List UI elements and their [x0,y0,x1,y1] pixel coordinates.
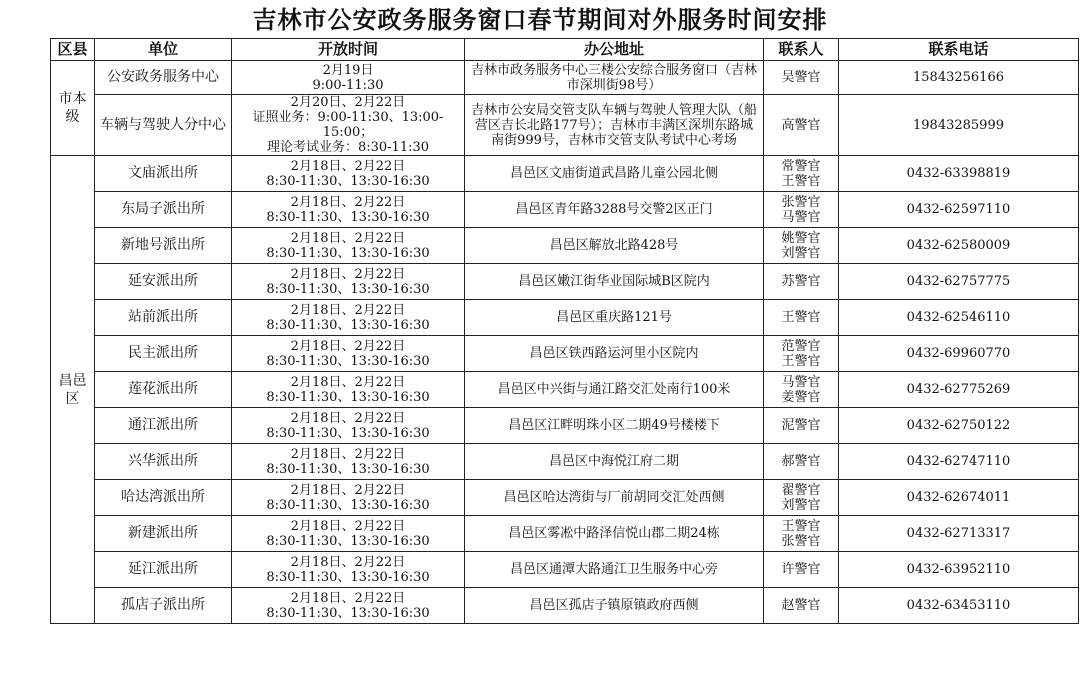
phone-cell: 0432-62775269 [839,372,1079,408]
page-title: 吉林市公安政务服务窗口春节期间对外服务时间安排 [252,6,828,34]
hours-cell [232,61,465,95]
address-cell: 昌邑区嫩江街华业国际城B区院内 [465,264,764,300]
unit-cell: 车辆与驾驶人分中心 [95,95,232,156]
contact-cell [764,516,839,552]
contact-cell [764,588,839,624]
contact-name: 张警官 [781,194,821,210]
table-row [51,192,1079,228]
address-cell: 昌邑区文庙街道武昌路儿童公园北侧 [465,156,764,192]
unit-cell: 莲花派出所 [95,372,232,408]
address-cell: 吉林市公安局交管支队车辆与驾驶人管理大队（船营区吉长北路177号）；吉林市丰满区深圳东路城南街999号，吉林市交管支队考试中心考场 [465,95,764,156]
contact-cell [764,552,839,588]
hours-line: 2月18日、2月22日 [290,158,406,174]
header-unit: 单位 [95,39,232,61]
table-row [51,264,1079,300]
contact-name: 马警官 [781,209,821,225]
unit-cell: 公安政务服务中心 [95,61,232,95]
table-row [51,228,1079,264]
unit-cell: 东局子派出所 [95,192,232,228]
phone-cell: 0432-62713317 [839,516,1079,552]
district-city [51,61,95,156]
contact-name: 刘警官 [781,497,821,513]
address-cell: 昌邑区哈达湾街与厂前胡同交汇处西侧 [465,480,764,516]
contact-cell [764,444,839,480]
hours-line: 8:30-11:30、13:30-16:30 [266,173,430,189]
table-row [51,552,1079,588]
hours-line: 2月18日、2月22日 [290,230,406,246]
hours-cell [232,228,465,264]
unit-cell: 新建派出所 [95,516,232,552]
hours-line: 2月18日、2月22日 [290,446,406,462]
unit-cell: 哈达湾派出所 [95,480,232,516]
contact-name: 郝警官 [781,454,821,469]
contact-cell [764,228,839,264]
phone-cell: 19843285999 [839,95,1079,156]
hours-line: 8:30-11:30、13:30-16:30 [266,497,430,513]
hours-cell [232,588,465,624]
hours-cell [232,444,465,480]
address-cell: 昌邑区孤店子镇原镇政府西侧 [465,588,764,624]
hours-line: 2月18日、2月22日 [290,554,406,570]
address-cell: 昌邑区铁西路运河里小区院内 [465,336,764,372]
hours-line: 2月18日、2月22日 [290,266,406,282]
contact-name: 王警官 [781,173,821,189]
hours-line: 2月18日、2月22日 [290,410,406,426]
hours-line: 8:30-11:30、13:30-16:30 [266,245,430,261]
address-cell: 昌邑区中海悦江府二期 [465,444,764,480]
address-cell: 昌邑区江畔明珠小区二期49号楼楼下 [465,408,764,444]
contact-name: 翟警官 [781,482,821,498]
header-hours: 开放时间 [232,39,465,61]
hours-line: 8:30-11:30、13:30-16:30 [266,353,430,369]
contact-name: 姜警官 [781,389,821,405]
hours-line: 证照业务：9:00-11:30、13:00-15:00； [252,110,444,140]
table-row [51,588,1079,624]
hours-line: 9:00-11:30 [312,77,384,93]
contact-cell [764,264,839,300]
hours-cell [232,192,465,228]
hours-cell [232,516,465,552]
contact-cell [764,300,839,336]
contact-name: 王警官 [781,353,821,369]
phone-cell: 0432-62757775 [839,264,1079,300]
unit-cell: 文庙派出所 [95,156,232,192]
contact-name: 赵警官 [781,598,821,613]
hours-line: 2月18日、2月22日 [290,590,406,606]
table-row [51,61,1079,95]
unit-cell: 延安派出所 [95,264,232,300]
contact-cell [764,480,839,516]
unit-cell: 通江派出所 [95,408,232,444]
hours-cell [232,264,465,300]
phone-cell: 0432-62747110 [839,444,1079,480]
table-row [51,156,1079,192]
phone-cell: 0432-63398819 [839,156,1079,192]
contact-cell [764,336,839,372]
table-row [51,444,1079,480]
header-phone: 联系电话 [839,39,1079,61]
unit-cell: 延江派出所 [95,552,232,588]
table-row [51,336,1079,372]
hours-line: 理论考试业务：8:30-11:30 [266,140,430,155]
hours-line: 8:30-11:30、13:30-16:30 [266,389,430,405]
hours-line: 8:30-11:30、13:30-16:30 [266,317,430,333]
hours-line: 2月18日、2月22日 [290,482,406,498]
hours-line: 8:30-11:30、13:30-16:30 [266,425,430,441]
hours-cell [232,95,465,156]
phone-cell: 0432-63453110 [839,588,1079,624]
address-cell: 吉林市政务服务中心三楼公安综合服务窗口（吉林市深圳街98号） [465,61,764,95]
hours-line: 8:30-11:30、13:30-16:30 [266,209,430,225]
contact-name: 常警官 [781,158,821,174]
address-cell: 昌邑区青年路3288号交警2区正门 [465,192,764,228]
phone-cell: 0432-62674011 [839,480,1079,516]
hours-cell [232,336,465,372]
contact-name: 泥警官 [781,418,821,433]
phone-cell: 0432-62597110 [839,192,1079,228]
hours-line: 2月19日 [322,62,374,78]
hours-cell [232,300,465,336]
contact-cell [764,372,839,408]
address-cell: 昌邑区重庆路121号 [465,300,764,336]
hours-line: 8:30-11:30、13:30-16:30 [266,569,430,585]
hours-cell [232,372,465,408]
hours-line: 2月18日、2月22日 [290,374,406,390]
hours-line: 8:30-11:30、13:30-16:30 [266,533,430,549]
district-label: 昌邑区 [58,372,87,407]
hours-line: 8:30-11:30、13:30-16:30 [266,605,430,621]
phone-cell: 0432-62580009 [839,228,1079,264]
contact-name: 吴警官 [781,70,821,85]
table-row [51,372,1079,408]
hours-line: 8:30-11:30、13:30-16:30 [266,461,430,477]
contact-name: 张警官 [781,533,821,549]
table-row [51,516,1079,552]
phone-cell: 0432-62546110 [839,300,1079,336]
header-contact: 联系人 [764,39,839,61]
contact-name: 王警官 [781,518,821,534]
hours-line: 2月18日、2月22日 [290,302,406,318]
unit-cell: 新地号派出所 [95,228,232,264]
hours-cell [232,156,465,192]
table-row [51,95,1079,156]
contact-cell [764,192,839,228]
unit-cell: 孤店子派出所 [95,588,232,624]
contact-name: 高警官 [781,117,821,133]
hours-cell [232,408,465,444]
table-row [51,300,1079,336]
phone-cell: 0432-69960770 [839,336,1079,372]
hours-line: 2月18日、2月22日 [290,194,406,210]
address-cell: 昌邑区解放北路428号 [465,228,764,264]
contact-name: 王警官 [781,310,821,325]
header-district: 区县 [51,39,95,61]
contact-cell [764,408,839,444]
unit-cell: 站前派出所 [95,300,232,336]
address-cell: 昌邑区中兴街与通江路交汇处南行100米 [465,372,764,408]
hours-line: 2月18日、2月22日 [290,338,406,354]
phone-cell: 0432-62750122 [839,408,1079,444]
hours-cell [232,480,465,516]
contact-name: 马警官 [781,374,821,390]
phone-cell: 0432-63952110 [839,552,1079,588]
contact-name: 姚警官 [781,230,821,246]
unit-cell: 兴华派出所 [95,444,232,480]
contact-name: 苏警官 [781,274,821,289]
address-cell: 昌邑区雾凇中路泽信悦山郡二期24栋 [465,516,764,552]
district-changyi [51,156,95,624]
hours-cell [232,552,465,588]
schedule-table [50,38,1079,624]
table-body [51,61,1079,624]
table-row [51,408,1079,444]
address-cell: 昌邑区通潭大路通江卫生服务中心旁 [465,552,764,588]
contact-cell [764,156,839,192]
district-label: 市本级 [58,91,87,125]
contact-name: 刘警官 [781,245,821,261]
header-row [51,39,1079,61]
table-row [51,480,1079,516]
contact-name: 许警官 [781,562,821,577]
hours-line: 2月20日、2月22日 [290,95,406,110]
phone-cell: 15843256166 [839,61,1079,95]
contact-name: 范警官 [781,338,821,354]
contact-cell [764,95,839,156]
contact-cell [764,61,839,95]
hours-line: 8:30-11:30、13:30-16:30 [266,281,430,297]
unit-cell: 民主派出所 [95,336,232,372]
header-address: 办公地址 [465,39,764,61]
hours-line: 2月18日、2月22日 [290,518,406,534]
